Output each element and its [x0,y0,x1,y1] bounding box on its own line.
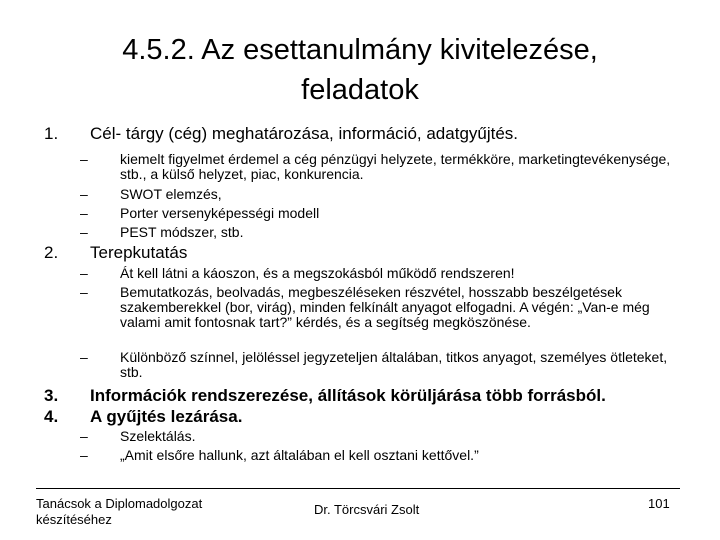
footer-left: Tanácsok a Diplomadolgozat készítéséhez [36,496,203,527]
section-number: 1. [44,124,59,143]
list-item-text: Szelektálás. [120,428,196,444]
bullet-dash: – [80,186,88,202]
list-item-text: Bemutatkozás, beolvadás, megbeszéléseken részvétel, hosszabb beszélgetések szakemberekkel (bor, virág), minden felkínált anyagot elfogadni. A végén: „Van-e még valami amit fontosnak tart?” kérdés, és a segítség megköszönése. [120,284,650,330]
list-item-text: Át kell látni a káoszon, és a megszokásból működő rendszeren! [120,265,515,281]
section-number: 4. [44,407,59,426]
list-item-text: kiemelt figyelmet érdemel a cég pénzügyi helyzete, termékköre, marketingtevékenysége, stb., a külső helyzet, piac, konkurencia. [120,151,671,182]
section-heading: A gyűjtés lezárása. [90,407,243,426]
page-number: 101 [648,496,670,511]
list-item-text: Különböző színnel, jelöléssel jegyzeteljen általában, titkos anyagot, személyes ötleteket, stb. [120,349,668,380]
bullet-dash: – [80,284,88,300]
footer-divider [36,488,680,489]
section-heading: Információk rendszerezése, állítások körüljárása több forrásból. [90,386,606,405]
bullet-dash: – [80,151,88,167]
footer-author: Dr. Törcsvári Zsolt [314,502,420,517]
bullet-dash: – [80,447,88,463]
bullet-dash: – [80,349,88,365]
section-number: 2. [44,243,59,262]
bullet-dash: – [80,224,88,240]
section-heading: Terepkutatás [90,243,188,262]
slide-title: 4.5.2. Az esettanulmány kivitelezése, feladatok [122,34,598,106]
list-item-text: „Amit elsőre hallunk, azt általában el kell osztani kettővel.” [120,447,479,463]
section-number: 3. [44,386,59,405]
bullet-dash: – [80,205,88,221]
list-item-text: Porter versenyképességi modell [120,205,320,221]
section-heading: Cél- tárgy (cég) meghatározása, információ, adatgyűjtés. [90,124,519,143]
bullet-dash: – [80,428,88,444]
list-item-text: SWOT elemzés, [120,186,222,202]
list-item-text: PEST módszer, stb. [120,224,244,240]
bullet-dash: – [80,265,88,281]
